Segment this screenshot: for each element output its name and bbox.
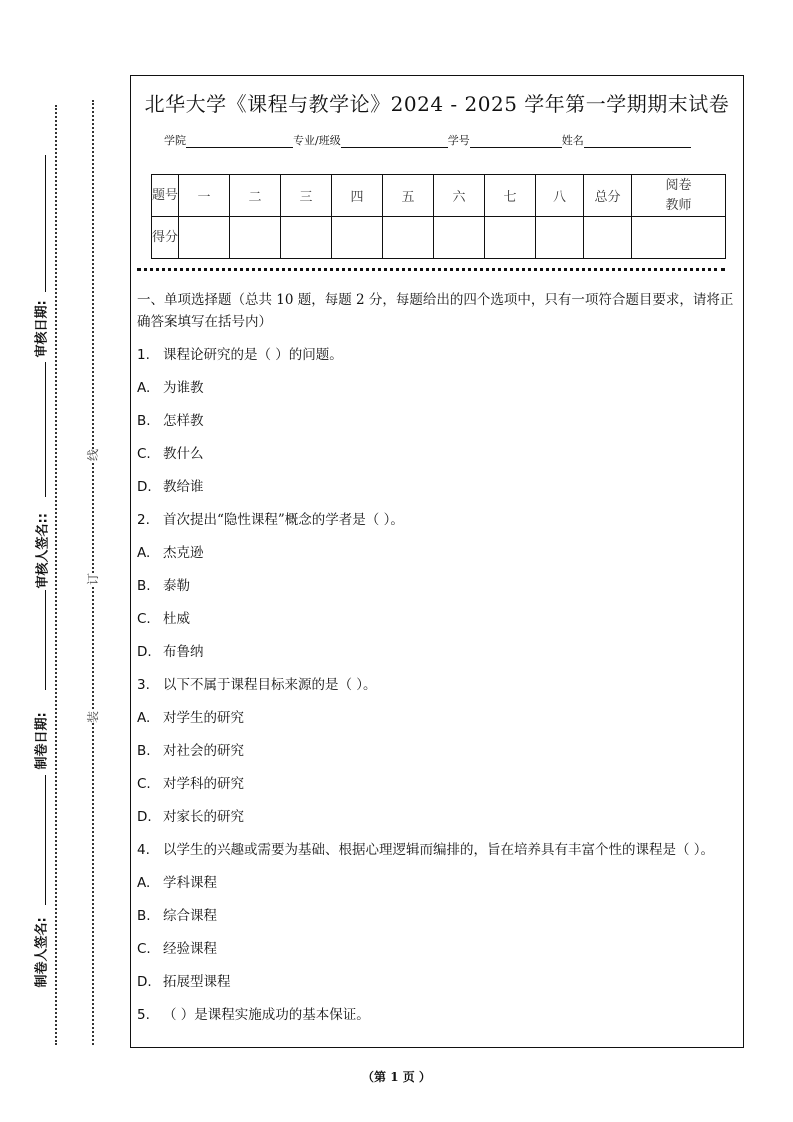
option-key: A. (137, 380, 151, 396)
option-text: 杰克逊 (163, 545, 204, 561)
option-3c (137, 773, 739, 806)
exam-date-label: 制卷日期: (34, 712, 50, 770)
binding-char-line: 线 (86, 448, 101, 462)
option-key: D. (137, 479, 152, 495)
score-cell-1[interactable] (179, 217, 230, 259)
col-6: 六 (434, 175, 485, 217)
option-4d (137, 971, 739, 1004)
exam-title: 北华大学《课程与教学论》2024 - 2025 学年第一学期期末试卷 (144, 92, 730, 116)
question-number: 1. (137, 347, 150, 363)
question-number: 5. (137, 1007, 150, 1023)
college-label: 学院 (164, 134, 186, 147)
option-text: 怎样教 (163, 413, 204, 429)
option-3b (137, 740, 739, 773)
score-cell-grader[interactable] (632, 217, 726, 259)
score-cell-6[interactable] (434, 217, 485, 259)
option-text: 学科课程 (163, 875, 217, 891)
option-key: D. (137, 644, 152, 660)
option-2d (137, 641, 739, 674)
section-divider (137, 268, 725, 271)
reviewer-signature-line-2 (45, 590, 46, 690)
exam-maker-signature-label: 制卷人签名: (34, 917, 50, 988)
question-number-row (152, 175, 726, 217)
option-key: C. (137, 446, 151, 462)
question-text: 课程论研究的是（ ）的问题。 (163, 347, 343, 363)
option-2b (137, 575, 739, 608)
student-id-field[interactable] (470, 135, 562, 148)
exam-date-line (45, 775, 46, 905)
option-key: B. (137, 578, 151, 594)
option-text: 对家长的研究 (163, 809, 244, 825)
option-4c (137, 938, 739, 971)
question-number: 4. (137, 842, 150, 858)
col-total: 总分 (584, 175, 632, 217)
question-number: 2. (137, 512, 150, 528)
col-4: 四 (332, 175, 383, 217)
option-text: 布鲁纳 (163, 644, 204, 660)
option-text: 综合课程 (163, 908, 217, 924)
col-3: 三 (281, 175, 332, 217)
question-4 (137, 839, 739, 861)
question-3 (137, 674, 739, 707)
option-1a (137, 377, 739, 410)
question-text: 以下不属于课程目标来源的是（ ）。 (163, 677, 377, 693)
option-key: D. (137, 974, 152, 990)
option-1b (137, 410, 739, 443)
review-date-line-2 (45, 362, 46, 467)
page-number: （第 1 页 ） (362, 1070, 431, 1084)
col-7: 七 (485, 175, 536, 217)
reviewer-signature-label: 审核人签名:: (35, 513, 51, 589)
col-5: 五 (383, 175, 434, 217)
row-header-question: 题号 (152, 175, 179, 217)
option-text: 杜威 (163, 611, 190, 627)
student-info-row (164, 132, 691, 148)
student-id-label: 学号 (447, 134, 470, 147)
major-class-field[interactable] (341, 135, 448, 148)
option-2c (137, 608, 739, 641)
option-1d (137, 476, 739, 509)
question-text: 以学生的兴趣或需要为基础、根据心理逻辑而编排的，旨在培养具有丰富个性的课程是（ ）。 (163, 842, 715, 858)
option-key: B. (137, 908, 151, 924)
option-key: B. (137, 743, 151, 759)
question-text: 首次提出“隐性课程”概念的学者是（ ）。 (163, 512, 404, 528)
major-class-label: 专业/班级 (293, 134, 341, 147)
questions-content (137, 289, 739, 1037)
question-2 (137, 509, 739, 542)
binding-char-order: 订 (86, 572, 101, 586)
score-cell-3[interactable] (281, 217, 332, 259)
option-key: C. (137, 941, 151, 957)
question-text: （ ）是课程实施成功的基本保证。 (163, 1007, 370, 1023)
review-date-line (45, 155, 46, 292)
option-3a (137, 707, 739, 740)
score-cell-total[interactable] (584, 217, 632, 259)
binding-char-bind: 装 (86, 710, 101, 724)
option-key: C. (137, 611, 151, 627)
option-key: A. (137, 545, 151, 561)
college-field[interactable] (186, 135, 293, 148)
col-2: 二 (230, 175, 281, 217)
option-key: B. (137, 413, 151, 429)
option-text: 教什么 (163, 446, 204, 462)
question-1 (137, 344, 739, 377)
score-table (151, 174, 726, 259)
score-cell-5[interactable] (383, 217, 434, 259)
review-date-label: 审核日期: (34, 300, 50, 358)
option-text: 泰勒 (163, 578, 190, 594)
binding-dotted-line-inner (55, 105, 57, 1045)
row-header-score: 得分 (152, 217, 179, 259)
col-grader: 阅卷教师 (632, 175, 726, 217)
option-text: 为谁教 (163, 380, 204, 396)
option-4a (137, 872, 739, 905)
exam-frame (130, 75, 744, 1048)
reviewer-signature-line (45, 467, 46, 497)
name-label: 姓名 (561, 134, 584, 147)
option-2a (137, 542, 739, 575)
col-1: 一 (179, 175, 230, 217)
section-heading: 一、单项选择题（总共 10 题，每题 2 分，每题给出的四个选项中，只有一项符合题目要求，请将正确答案填写在括号内） (137, 292, 734, 330)
score-cell-7[interactable] (485, 217, 536, 259)
question-5 (137, 1004, 739, 1037)
option-text: 对学科的研究 (163, 776, 244, 792)
score-cell-2[interactable] (230, 217, 281, 259)
option-text: 经验课程 (163, 941, 217, 957)
score-cell-4[interactable] (332, 217, 383, 259)
score-row (152, 217, 726, 259)
option-key: A. (137, 875, 151, 891)
option-4b (137, 905, 739, 938)
option-text: 拓展型课程 (163, 974, 231, 990)
option-text: 对学生的研究 (163, 710, 244, 726)
option-key: A. (137, 710, 151, 726)
option-text: 教给谁 (163, 479, 204, 495)
col-8: 八 (536, 175, 584, 217)
option-3d (137, 806, 739, 839)
name-field[interactable] (584, 135, 691, 148)
option-key: D. (137, 809, 152, 825)
score-cell-8[interactable] (536, 217, 584, 259)
option-key: C. (137, 776, 151, 792)
option-text: 对社会的研究 (163, 743, 244, 759)
question-number: 3. (137, 677, 150, 693)
option-1c (137, 443, 739, 476)
